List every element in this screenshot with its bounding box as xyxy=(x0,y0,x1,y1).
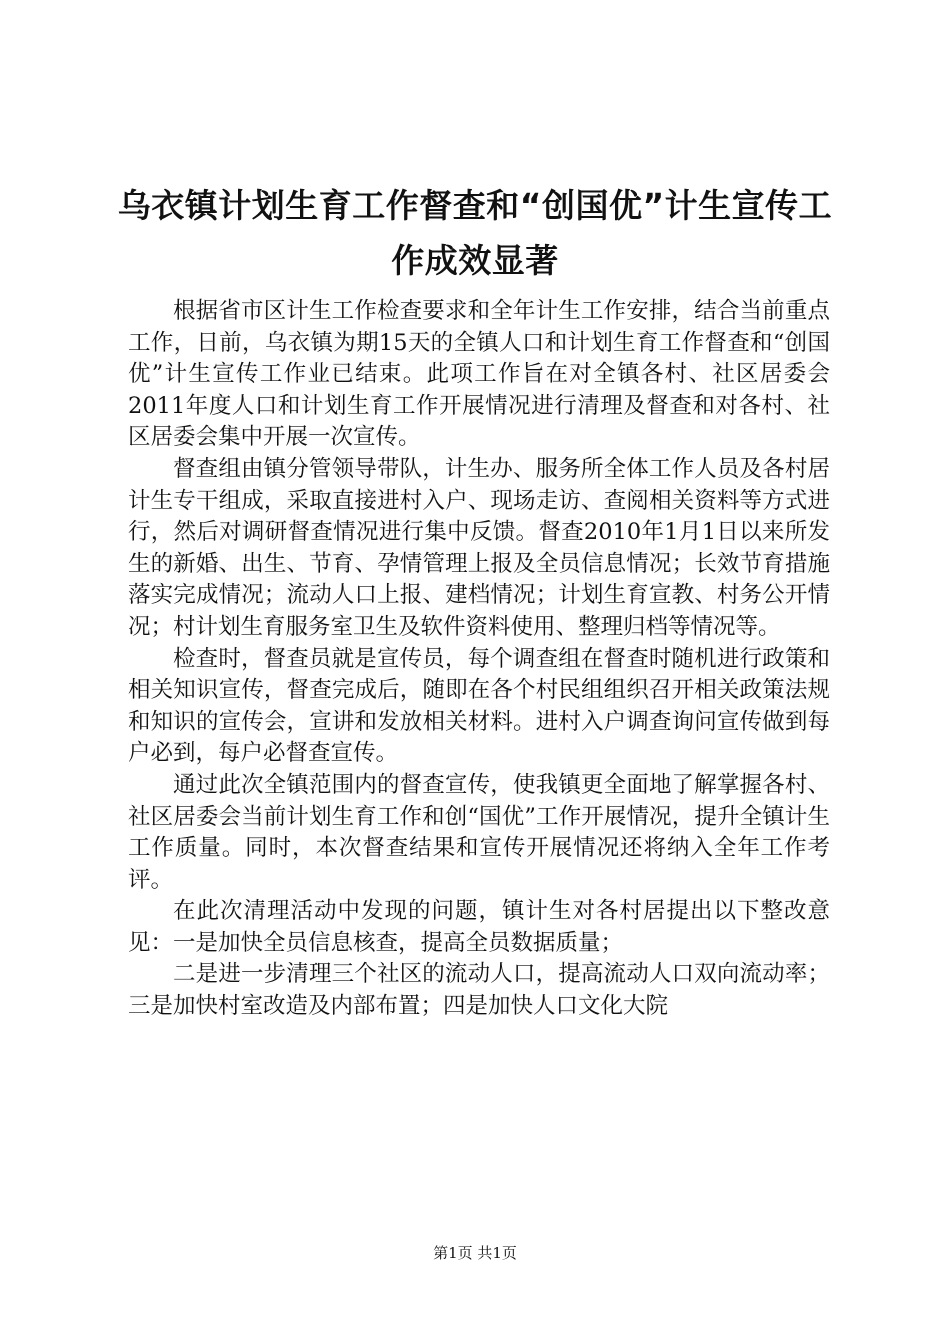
document-body xyxy=(128,296,830,1023)
page-number-footer: 第1页 共1页 xyxy=(433,1244,517,1262)
paragraph-3: 检查时，督查员就是宣传员，每个调查组在督查时随机进行政策和相关知识宣传，督查完成后，随即在各个村民组组织召开相关政策法规和知识的宣传会，宣讲和发放相关材料。进村入户调查询问宣传做到每户必到，每户必督查宣传。 xyxy=(128,645,830,767)
paragraph-1: 根据省市区计生工作检查要求和全年计生工作安排，结合当前重点工作，日前，乌衣镇为期15天的全镇人口和计划生育工作督查和“创国优”计生宣传工作业已结束。此项工作旨在对全镇各村、社区居委会2011年度人口和计划生育工作开展情况进行清理及督查和对各村、社区居委会集中开展一次宣传。 xyxy=(128,298,830,451)
paragraph-5: 在此次清理活动中发现的问题，镇计生对各村居提出以下整改意见：一是加快全员信息核查，提高全员数据质量； xyxy=(128,898,830,956)
paragraph-6: 二是进一步清理三个社区的流动人口，提高流动人口双向流动率；三是加快村室改造及内部布置；四是加快人口文化大院 xyxy=(128,961,830,1020)
document-title: 乌衣镇计划生育工作督查和“创国优”计生宣传工作成效显著 xyxy=(117,186,833,280)
paragraph-4: 通过此次全镇范围内的督查宣传，使我镇更全面地了解掌握各村、社区居委会当前计划生育工作和创“国优”工作开展情况，提升全镇计生工作质量。同时，本次督查结果和宣传开展情况还将纳入全年工作考评。 xyxy=(128,771,830,893)
paragraph-2: 督查组由镇分管领导带队，计生办、服务所全体工作人员及各村居计生专干组成，采取直接进村入户、现场走访、查阅相关资料等方式进行，然后对调研督查情况进行集中反馈。督查2010年1月1日以来所发生的新婚、出生、节育、孕情管理上报及全员信息情况；长效节育措施落实完成情况；流动人口上报、建档情况；计划生育宣教、村务公开情况；村计划生育服务室卫生及软件资料使用、整理归档等情况等。 xyxy=(128,455,830,640)
